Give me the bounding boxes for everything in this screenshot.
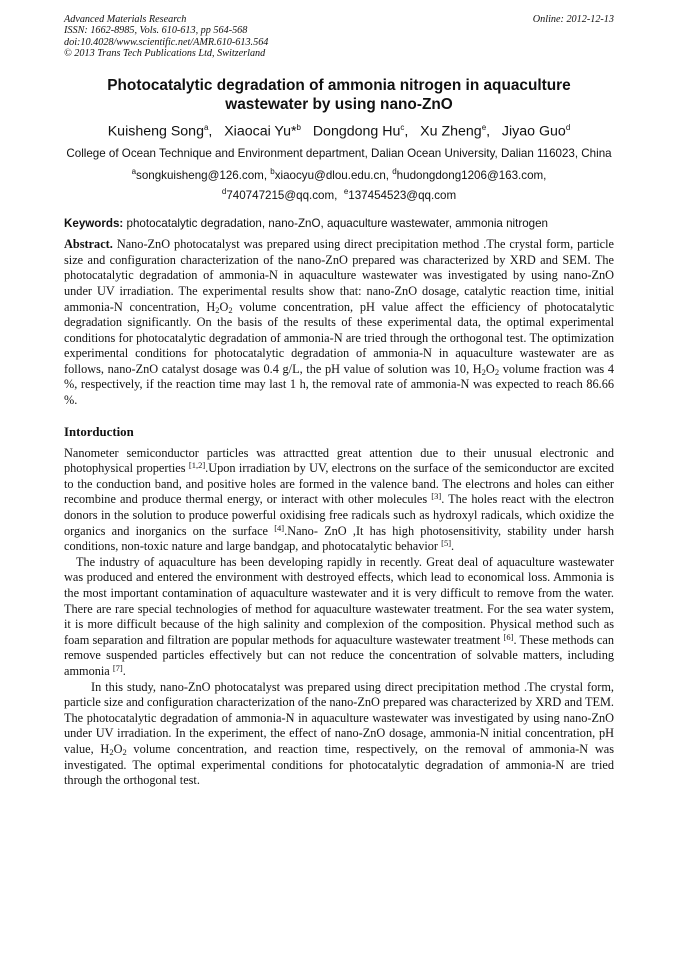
subscript: 2 bbox=[228, 304, 233, 315]
email: hudongdong1206@163.com, bbox=[396, 169, 547, 183]
citation: [4] bbox=[274, 522, 285, 533]
author-list bbox=[64, 119, 614, 141]
keywords bbox=[64, 216, 614, 231]
paragraph-text: Nanometer semiconductor particles was attractted great attention due to their unusual electronic and photophysical properties bbox=[64, 445, 614, 476]
author-sep bbox=[301, 124, 309, 140]
affiliation: College of Ocean Technique and Environment department, Dalian Ocean University, Dalian 116023, China bbox=[66, 146, 612, 160]
subscript: 2 bbox=[481, 366, 486, 377]
paragraph-text: .Nano- ZnO ,It has high photosensitivity, stability under harsh conditions, non-toxic nature and large bandgap, and photocatalytic behavior bbox=[64, 523, 614, 554]
issn-line: ISSN: 1662-8985, Vols. 610-613, pp 564-568 bbox=[64, 25, 248, 37]
intro-paragraph-2 bbox=[64, 555, 614, 680]
email-sup: a bbox=[131, 167, 137, 177]
author-sep: , bbox=[486, 123, 498, 140]
paragraph-text: In this study, nano-ZnO photocatalyst was prepared using direct precipitation method .The crystal form, particle size and configuration characterization of the nano-ZnO prepared was characterized by XRD and TEM. The photocatalytic degradation of ammonia-N in aquaculture wastewater was investigated by using nano-ZnO under UV irradiation. In the experiment, the effect of nano-ZnO dosage, ammonia-N initial concentration, pH value, H bbox=[64, 679, 614, 756]
author: Dongdong Hu bbox=[312, 123, 401, 140]
keywords-label: Keywords: bbox=[64, 217, 124, 231]
email-sup: d bbox=[221, 186, 227, 196]
email: songkuisheng@126.com, bbox=[136, 169, 271, 183]
abstract-text: Nano-ZnO photocatalyst was prepared using direct precipitation method .The crystal form, particle size and configuration characterization of the nano-ZnO prepared was characterized by XRD and SEM. The photocatalytic degradation of ammonia-N in aquaculture wastewater was investigated by using nano-ZnO under UV irradiation. The experimental results show that: nano-ZnO dosage, catalytic reaction time, initial ammonia-N concentration, H bbox=[64, 237, 614, 314]
abstract bbox=[64, 237, 614, 409]
paragraph-text: . bbox=[451, 539, 455, 554]
author-sep: , bbox=[208, 123, 221, 140]
abstract-text: volume fraction was 4 %, respectively, if the reaction time may last 1 h, the removal rate of ammonia-N was expected to reach 86.66 %. bbox=[64, 361, 614, 408]
paper-page bbox=[64, 14, 614, 789]
citation: [5] bbox=[441, 538, 452, 549]
email: 137454523@qq.com bbox=[348, 188, 457, 202]
email-list bbox=[64, 164, 614, 203]
citation: [7] bbox=[112, 662, 123, 673]
paper-title bbox=[64, 76, 614, 114]
email-sup: b bbox=[270, 167, 275, 177]
online-date: Online: 2012-12-13 bbox=[532, 14, 614, 25]
journal-name: Advanced Materials Research bbox=[64, 14, 187, 25]
author-sep: , bbox=[404, 123, 417, 140]
author: Xu Zheng bbox=[420, 123, 482, 140]
subscript: 2 bbox=[215, 304, 220, 315]
email: xiaocyu@dlou.edu.cn, bbox=[274, 169, 393, 183]
section-heading-introduction: Intorduction bbox=[64, 424, 134, 439]
abstract-text: volume concentration, pH value affect the efficiency of photocatalytic degradation significantly. On the basis of the results of these experimental data, the optimal experimental conditions for photocatalytic degradation of ammonia-N are tried through the orthogonal test. The optimization experimental conditions for photocatalytic degradation of ammonia-N in aquaculture wastewater are as follows, nano-ZnO catalyst dosage was 0.4 g/L, the pH value of solution was 10, H bbox=[64, 299, 614, 376]
subscript: 2 bbox=[494, 366, 500, 377]
author: Xiaocai Yu* bbox=[224, 123, 297, 140]
subscript: 2 bbox=[122, 746, 127, 757]
copyright-line: © 2013 Trans Tech Publications Ltd, Switzerland bbox=[64, 47, 266, 59]
email-sup: e bbox=[343, 186, 349, 196]
doi-line: doi:10.4028/www.scientific.net/AMR.610-613.564 bbox=[64, 36, 269, 48]
email-line-2 bbox=[64, 184, 614, 203]
paragraph-text: . These methods can remove suspended particles effectively but can not reduce the concentration of solvable matters, including ammonia bbox=[64, 632, 614, 678]
journal-header bbox=[64, 14, 614, 59]
author-sup: a bbox=[203, 123, 209, 133]
citation: [3] bbox=[431, 491, 442, 502]
email-sup: d bbox=[392, 167, 397, 177]
paragraph-text: volume concentration, and reaction time, respectively, on the removal of ammonia-N was investigated. The optimal experimental conditions for photocatalytic degradation of ammonia-N are tried through the orthogonal test. bbox=[64, 741, 614, 788]
abstract-text: O bbox=[219, 299, 229, 314]
title-line-2: wastewater by using nano-ZnO bbox=[225, 96, 453, 114]
author-sup: d bbox=[565, 123, 571, 133]
paragraph-text: O bbox=[113, 741, 123, 756]
subscript: 2 bbox=[109, 746, 114, 757]
intro-paragraph-1 bbox=[64, 446, 614, 555]
email: 740747215@qq.com, bbox=[226, 188, 344, 202]
email-line-1 bbox=[64, 164, 614, 183]
abstract-text: O bbox=[485, 361, 495, 376]
keywords-text: photocatalytic degradation, nano-ZnO, aquaculture wastewater, ammonia nitrogen bbox=[123, 217, 548, 231]
author-sup: b bbox=[296, 123, 301, 133]
intro-paragraph-3 bbox=[64, 680, 614, 789]
paragraph-text: .Upon irradiation by UV, electrons on the surface of the semiconductor are excited to the conduction band, and positive holes are formed in the valence band. The electrons and holes can either recombine and produce thermal energy, or interact with other molecules bbox=[64, 461, 614, 507]
author: Kuisheng Song bbox=[107, 123, 204, 140]
paragraph-text: The industry of aquaculture has been developing rapidly in recently. Great deal of aquaculture wastewater was produced and entered the environment with destroyed effects, which lead to economical loss. Ammonia is the most important contamination of aquaculture wastewater and it is very difficult to remove from the water. There are rare special technologies of method for aquaculture wastewater treatment. For the sea water system, it is more difficult because of the high salinity and complexion of the composition. Physical method such as foam separation and filtration are popular methods for aquaculture wastewater treatment bbox=[64, 554, 614, 647]
abstract-label: Abstract. bbox=[64, 237, 113, 252]
author: Jiyao Guo bbox=[501, 123, 566, 140]
author-sup: e bbox=[481, 123, 487, 133]
citation: [1,2] bbox=[188, 460, 206, 471]
title-line-1: Photocatalytic degradation of ammonia nitrogen in aquaculture bbox=[107, 77, 571, 95]
author-sup: c bbox=[400, 123, 405, 133]
citation: [6] bbox=[503, 631, 514, 642]
paragraph-text: . bbox=[122, 663, 126, 678]
paragraph-text: . The holes react with the electron donors in the solution to produce powerful oxidising free radicals such as hydroxyl radicals, which oxidize the organics and inorganics on the surface bbox=[64, 492, 614, 538]
